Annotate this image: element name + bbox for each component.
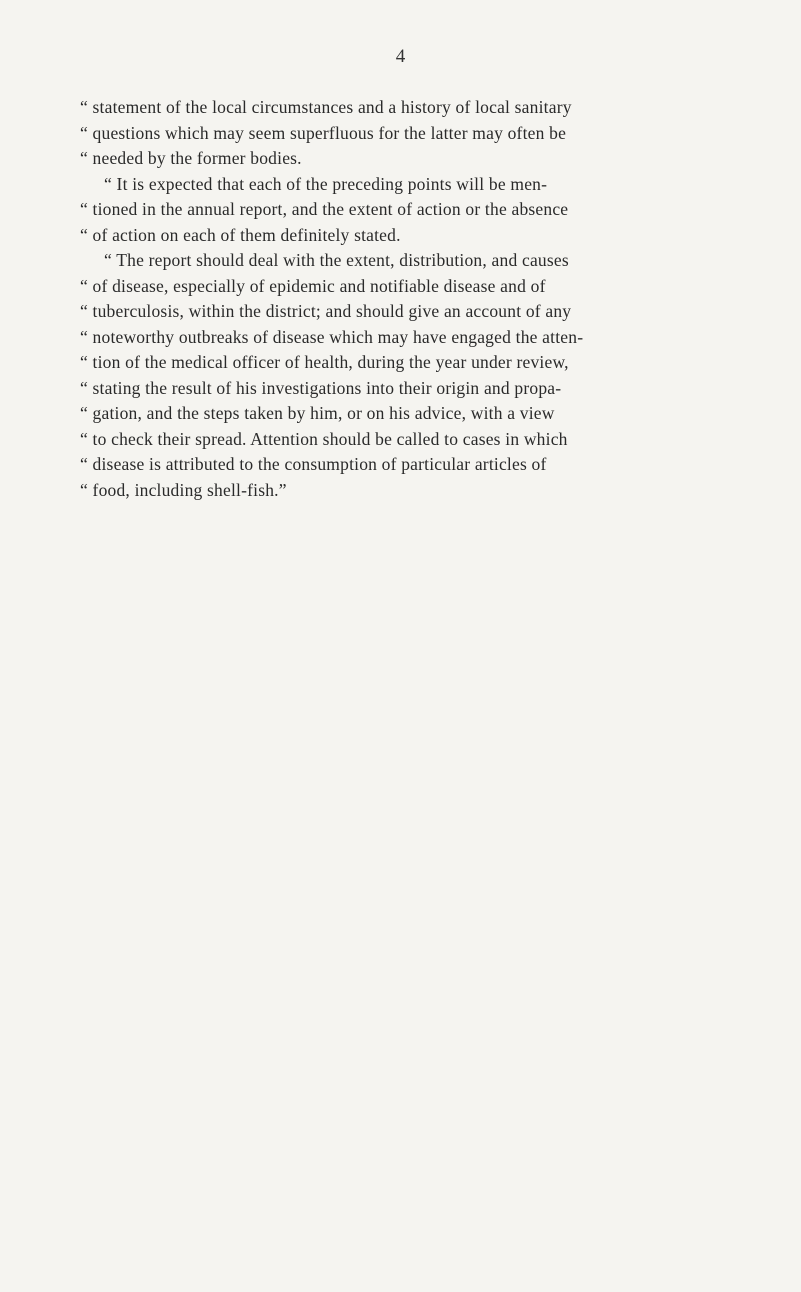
text-line: “ of disease, especially of epidemic and notifiable disease and of [80, 275, 546, 296]
text-line: “ statement of the local circumstances and a history of local sanitary [80, 97, 572, 117]
text-line: “ gation, and the steps taken by him, or on his advice, with a view [80, 403, 555, 423]
quoted-text-block [80, 95, 770, 503]
text-line: “ of action on each of them definitely stated. [80, 224, 401, 245]
page-number: 4 [395, 46, 406, 67]
text-line: “ food, including shell-fish.” [80, 479, 287, 500]
text-line: “ questions which may seem superfluous for the latter may often be [80, 122, 567, 143]
text-line: “ tioned in the annual report, and the extent of action or the absence [80, 199, 569, 219]
text-line: “ tuberculosis, within the district; and should give an account of any [80, 301, 572, 321]
text-line: “ tion of the medical officer of health, during the year under review, [80, 352, 569, 372]
text-line: “ to check their spread. Attention should be called to cases in which [80, 428, 568, 449]
text-line: “ The report should deal with the extent, distribution, and causes [104, 250, 569, 270]
text-line: “ needed by the former bodies. [80, 148, 302, 168]
text-line: “ noteworthy outbreaks of disease which may have engaged the atten- [80, 326, 584, 347]
text-line: “ disease is attributed to the consumption of particular articles of [80, 454, 547, 474]
text-line: “ stating the result of his investigations into their origin and propa- [80, 377, 562, 398]
text-line: “ It is expected that each of the preceding points will be men- [104, 173, 548, 194]
